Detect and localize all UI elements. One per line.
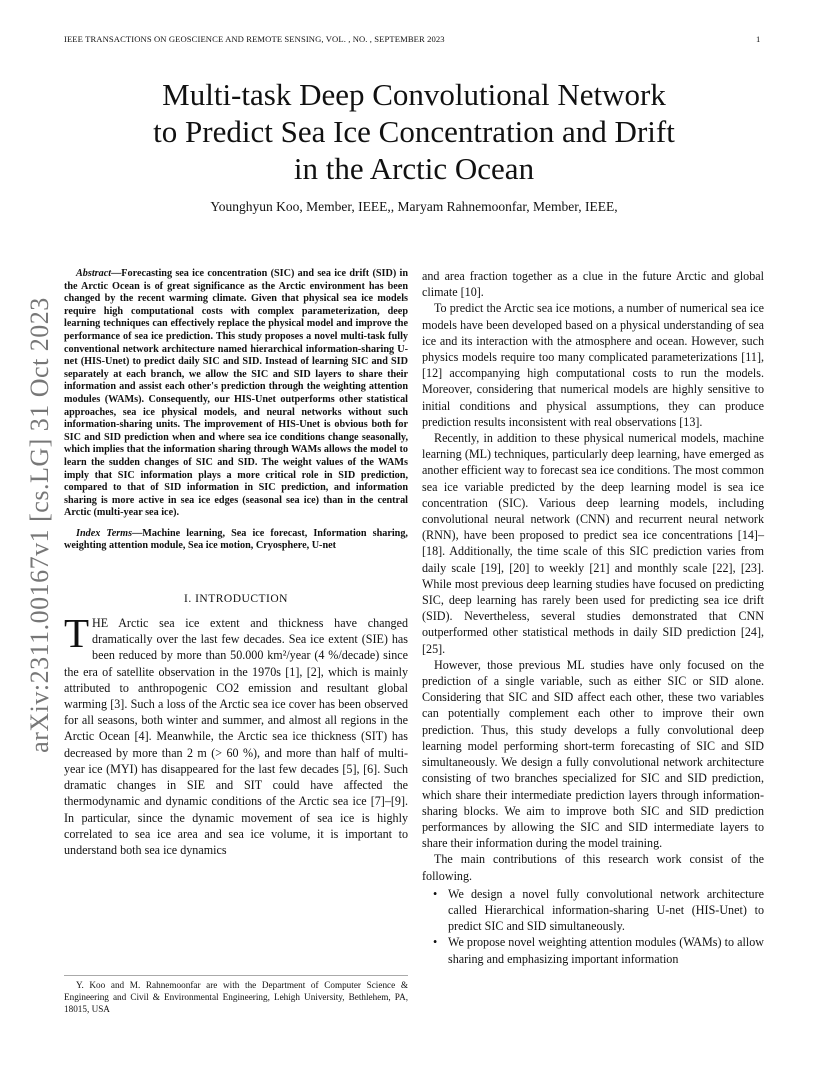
title-line: in the Arctic Ocean <box>293 151 535 186</box>
footnote-text: Y. Koo and M. Rahnemoonfar are with the Department of Computer Science & Engineering and Civil & Environmental Engineering, Lehigh University, Bethlehem, PA, 18015, USA <box>64 980 408 1014</box>
index-terms-lead: Index Terms <box>76 527 133 539</box>
list-item: • We design a novel fully convolutional network architecture called Hierarchical information-sharing U-net (HIS-Unet) to predict SIC and SID simultaneously. <box>422 886 764 935</box>
arxiv-stamp-text: arXiv:2311.00167v1 [cs.LG] 31 Oct 2023 <box>25 297 54 753</box>
title-line: Multi-task Deep Convolutional Network <box>162 77 666 112</box>
contributions-list <box>422 886 764 967</box>
body-paragraph: Recently, in addition to these physical numerical models, machine learning (ML) techniques, particularly deep learning, have emerged as another efficient way to forecast sea ice conditions. The most common sea ice variable predicted by the deep learning model is sea ice concentration (SIC). Various deep learning models, including convolutional neural network (CNN) and recurrent neural network (RNN), have been proposed to predict sea ice concentrations [14]–[18]. Additionally, the time scale of this SIC prediction varies from daily scale [19], [20] to weekly [21] and monthly scale [22], [23]. While most previous deep learning studies have focused on predicting SIC, deep learning has rarely been used for predicting sea ice drift (SID). Nevertheless, several studies demonstrated that CNN outperformed other statistical methods in daily SID prediction [24], [25]. <box>422 431 764 656</box>
running-head: IEEE TRANSACTIONS ON GEOSCIENCE AND REMOTE SENSING, VOL. , NO. , SEPTEMBER 2023 <box>64 34 445 44</box>
abstract-lead: Abstract <box>76 268 112 279</box>
title-line: to Predict Sea Ice Concentration and Drift <box>153 114 675 149</box>
body-paragraph: However, those previous ML studies have only focused on the prediction of a single variable, such as either SIC or SID alone. Considering that SIC and SID affect each other, these two variables can potentially complement each other to improve their own prediction. Thus, this study develops a fully convolutional deep learning model performing short-term forecasting of SIC and SID simultaneously. We design a fully convolutional network architecture consisting of two branches specialized for SIC and SID prediction, which share their intermediate prediction layers through information-sharing blocks. We aim to improve both SIC and SID prediction performances by allowing the SIC and SID intermediate layers to share their information during the model training. <box>422 657 764 851</box>
intro-text: HE Arctic sea ice extent and thickness have changed dramatically over the last few decades. Sea ice extent (SIE) has been reduced by more than 50.000 km²/year (4 %/decade) since the era of satellite observation in the 1970s [1], [2], which is mainly attributed to anthropogenic CO2 emission and resultant global warming [3]. Such a loss of the Arctic sea ice cover has been observed for all seasons, both winter and summer, and almost all regions in the Arctic Ocean [4]. Meanwhile, the Arctic sea ice thickness (SIT) has decreased by more than 2 m (> 60 %), and more than half of multi-year ice (MYI) has disappeared for the last few decades [5], [6]. Such dramatic changes in SIE and SIT could have affected the thermodynamic and dynamic conditions of the Arctic sea ice [7]–[9]. In particular, since the dynamic movement of sea ice is highly correlated to sea ice area and sea ice volume, it is important to understand both sea ice dynamics <box>64 616 408 857</box>
index-terms-text: —Machine learning, Sea ice forecast, Information sharing, weighting attention module, Sea ice motion, Cryosphere, U-net <box>64 527 408 552</box>
abstract <box>64 268 408 520</box>
section-heading: I. INTRODUCTION <box>184 593 288 606</box>
arxiv-stamp <box>20 290 60 760</box>
page-number: 1 <box>756 34 761 44</box>
index-terms <box>64 528 408 553</box>
body-paragraph: To predict the Arctic sea ice motions, a number of numerical sea ice models have been developed based on a physical understanding of sea ice and its interaction with the atmosphere and ocean. However, such physics models require too many complicated parameterizations [11], [12] accompanying high computational costs to run the models. Moreover, considering that numerical models are highly sensitive to initial conditions and physical assumptions, they can produce prediction results inconsistent with real observations [13]. <box>422 301 764 429</box>
abstract-text: —Forecasting sea ice concentration (SIC) and sea ice drift (SID) in the Arctic Ocean is of great significance as the Arctic environment has been changed by the recent warming climate. Given that physical sea ice models require high computational costs with complex parameterization, deep learning techniques can effectively replace the physical model and improve the performance of sea ice prediction. This study proposes a novel multi-task fully conventional network architecture named hierarchical information-sharing U-net (HIS-Unet) to predict daily SIC and SID. Instead of learning SIC and SID separately at each branch, we allow the SIC and SID layers to share their information and assist each other's prediction through the weighting attention modules (WAMs). Consequently, our HIS-Unet outperforms other statistical approaches, sea ice physical models, and neural networks without such information-sharing units. The improvement of HIS-Unet is obvious both for SIC and SID prediction when and where sea ice conditions change seasonally, which implies that the information sharing through WAMs allows the model to learn the sudden changes of SIC and SID. The weight values of the WAMs imply that SIC information plays a more critical role in SID prediction, compared to that of SID information in SIC prediction, and information sharing is more active in sea ice edges (seasonal sea ice) than in the central Arctic (multi-year sea ice). <box>64 268 408 519</box>
body-paragraph: The main contributions of this research work consist of the following. <box>422 852 764 883</box>
author-line: Younghyun Koo, Member, IEEE,, Maryam Rahnemoonfar, Member, IEEE, <box>210 199 618 214</box>
footnote <box>64 975 408 1015</box>
continuation-paragraph: and area fraction together as a clue in the future Arctic and global climate [10]. <box>422 269 764 300</box>
right-column <box>422 268 764 967</box>
intro-paragraph <box>64 610 408 858</box>
dropcap: T <box>64 610 90 657</box>
left-column <box>64 268 408 858</box>
paper-title <box>64 76 764 187</box>
list-item: • We propose novel weighting attention modules (WAMs) to allow sharing and emphasizing important information <box>422 934 764 966</box>
